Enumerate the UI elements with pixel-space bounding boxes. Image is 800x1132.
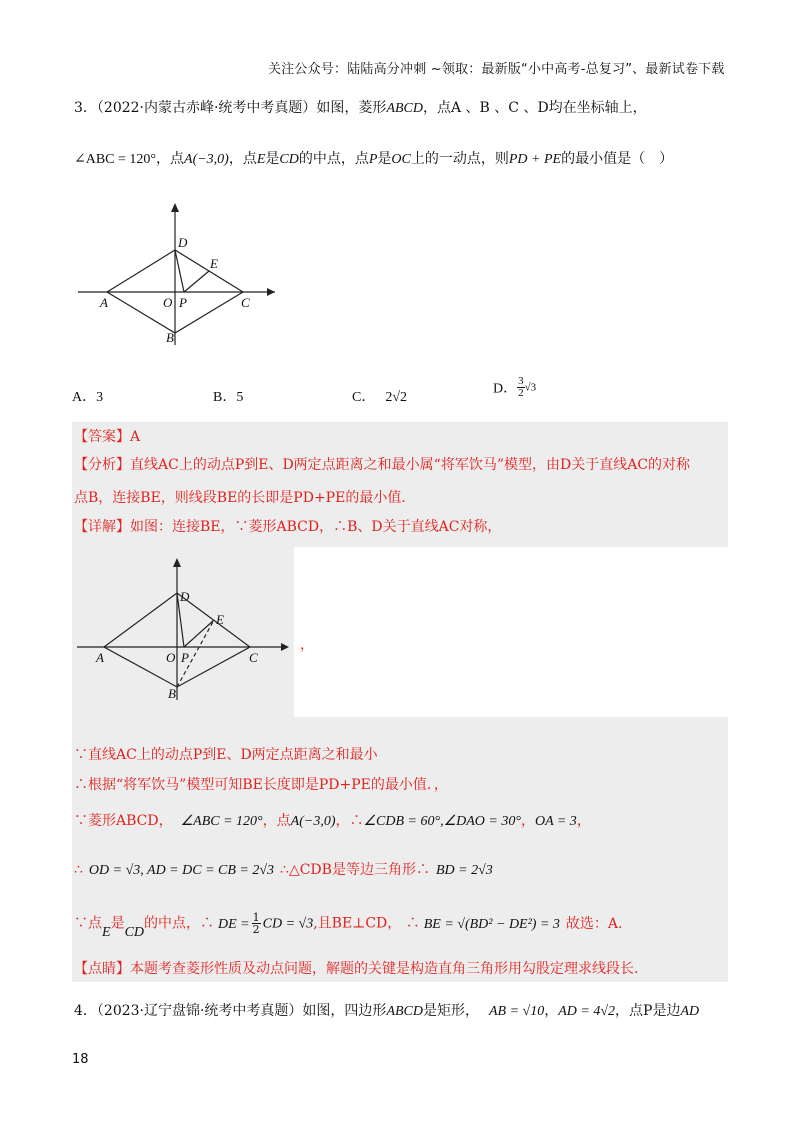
l4-a: ∴ (74, 862, 83, 878)
l5-de: DE = (218, 916, 250, 932)
l3-c: ，点 (262, 813, 291, 829)
choice-c-label: C． (352, 390, 376, 405)
q4-ad2: AD (680, 1004, 700, 1019)
l4-c: ∴△CDB是等边三角形∴ (280, 862, 430, 878)
detail-line-4 (74, 860, 493, 881)
q3-mid8: 的最小值是（ ） (561, 151, 674, 167)
analysis-line-2: 点B，连接BE，则线段BE的长即是PD+PE的最小值． (74, 490, 416, 506)
fig2-label-o: O (166, 650, 176, 665)
fig1-label-d: D (178, 235, 188, 250)
choice-b-value: 5 (236, 390, 244, 405)
choice-d-den: 2 (518, 387, 524, 399)
fig2-label-b: B (168, 686, 176, 701)
choice-d-fraction (517, 376, 525, 399)
l5-num: 1 (252, 911, 260, 924)
fig1-label-e: E (210, 256, 218, 271)
l5-f: ,且BE⊥CD， ∴ (313, 915, 420, 932)
comment-line: 【点睛】本题考查菱形性质及动点问题，解题的关键是构造直角三角形用勾股定理求线段长. (74, 961, 639, 977)
q4-prefix: 4．（2023·辽宁盘锦·统考中考真题）如图，四边形 (74, 1003, 387, 1019)
fig1-label-a: A (100, 295, 108, 310)
l5-be: BE = √(BD² − DE²) = 3 (423, 916, 560, 932)
question-3-line-2 (74, 150, 673, 169)
q3-oc: OC (391, 152, 411, 167)
l3-i: ， (576, 813, 591, 829)
q4-mid2: ， (544, 1003, 559, 1019)
l3-g: ， (520, 813, 535, 829)
l5-cd: CD (124, 924, 145, 940)
l5-e: E (102, 924, 111, 940)
q3-cd: CD (279, 152, 299, 167)
detail-line-2: ∴根据“将军饮马”模型可知BE长度即是PD+PE的最小值．， (74, 777, 448, 793)
l5-b: 是 (110, 915, 125, 932)
figure-trailing-comma: ， (300, 637, 314, 653)
q4-mid1: 是矩形， (423, 1003, 479, 1019)
q3-mid5: 的中点，点 (298, 151, 369, 167)
choice-c-value: 2√2 (385, 390, 408, 405)
q4-ab: AB = √10 (489, 1004, 545, 1019)
choice-b-label: B． (213, 390, 237, 405)
q4-abcd: ABCD (386, 1004, 423, 1019)
l3-a: ∵菱形ABCD， (74, 813, 173, 829)
page-header: 关注公众号：陆陆高分冲刺 ~领取：最新版“小中高考-总复习”、最新试卷下载 (268, 62, 725, 77)
choice-a-value: 3 (96, 390, 104, 405)
fig1-label-o: O (163, 295, 173, 310)
q3-mid4: 是 (265, 151, 280, 167)
l3-angles: ∠CDB = 60°,∠DAO = 30° (363, 814, 521, 829)
choice-a (72, 386, 103, 406)
analysis-line-1: 【分析】直线AC上的动点P到E、D两定点距离之和最小属“将军饮马”模型，由D关于直线AC的对称 (74, 457, 691, 473)
question-3-line-1 (74, 99, 647, 118)
q3-mid6: 是 (377, 151, 392, 167)
rhombus-figure-1 (70, 195, 290, 355)
question-4-line-1 (74, 1002, 699, 1021)
l3-oa: OA = 3 (534, 814, 577, 829)
fig2-label-p: P (181, 650, 189, 665)
choice-c (352, 386, 407, 406)
q3-angle: ∠ABC = 120° (74, 152, 157, 167)
choice-a-label: A． (72, 390, 97, 405)
fig1-label-c: C (241, 295, 250, 310)
detail-line-1: ∵直线AC上的动点P到E、D两定点距离之和最小 (74, 747, 378, 763)
choice-d-value: √3 (524, 381, 537, 394)
fig1-label-b: B (166, 330, 174, 345)
q3-mid3: ，点 (228, 151, 257, 167)
detail-line-5 (74, 911, 623, 940)
l3-point-a: A(−3,0) (290, 814, 336, 829)
page-number: 18 (72, 1052, 89, 1067)
fig2-label-d: D (180, 589, 190, 604)
q3-expr: PD + PE (508, 152, 562, 167)
q3-e: E (256, 152, 266, 167)
q3-p: P (368, 152, 378, 167)
q3-abcd: ABCD (386, 101, 423, 116)
l5-a: ∵点 (74, 915, 102, 932)
choice-d (493, 376, 536, 399)
detail-line: 【详解】如图：连接BE，∵菱形ABCD，∴B、D关于直线AC对称， (74, 519, 502, 535)
l5-fraction (252, 912, 261, 935)
l3-e: ，∴ (335, 813, 364, 829)
detail-line-3 (74, 811, 591, 832)
fig1-label-p: P (179, 295, 187, 310)
l5-h: 故选：A. (565, 915, 623, 932)
q3-prefix: 3．（2022·内蒙古赤峰·统考中考真题）如图，菱形 (74, 100, 387, 116)
q3-mid7: 上的一动点，则 (410, 151, 509, 167)
choice-d-label: D． (493, 381, 518, 397)
l5-cd-value: CD = √3 (262, 916, 314, 932)
choice-d-num: 3 (518, 375, 524, 387)
l5-c: 的中点，∴ (144, 915, 215, 932)
rhombus-figure-2 (72, 550, 294, 715)
fig2-label-e: E (216, 612, 224, 627)
q3-mid2: ，点 (156, 151, 185, 167)
q3-mid1: ，点A 、B 、C 、D均在坐标轴上， (423, 100, 647, 116)
fig2-label-c: C (249, 650, 258, 665)
q4-mid3: ，点P是边 (615, 1003, 681, 1019)
l4-lengths: OD = √3, AD = DC = CB = 2√3 (88, 863, 275, 878)
l5-den: 2 (252, 923, 260, 936)
l4-bd: BD = 2√3 (435, 863, 493, 878)
l3-angle: ∠ABC = 120° (180, 814, 263, 829)
q3-point-a: A(−3,0) (184, 152, 229, 167)
answer-line: 【答案】A (74, 429, 141, 445)
q4-ad: AD = 4√2 (558, 1004, 616, 1019)
fig2-label-a: A (96, 650, 104, 665)
choice-b (213, 386, 243, 406)
